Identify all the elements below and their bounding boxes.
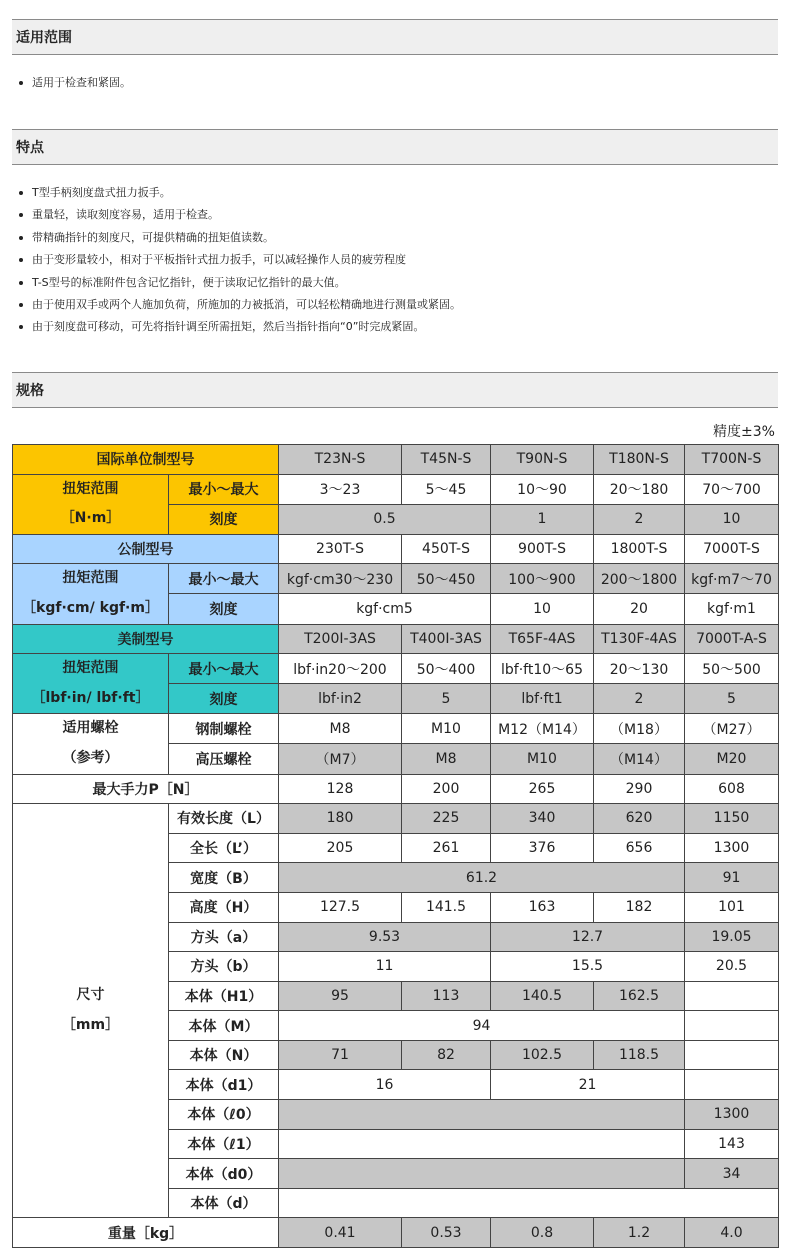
- dim-label: 本体（d）: [169, 1188, 279, 1218]
- value-cell: 50～400: [402, 654, 491, 684]
- value-cell: 94: [279, 1011, 685, 1041]
- value-cell: 1150: [685, 804, 779, 834]
- value-cell: kgf·m1: [685, 594, 779, 624]
- value-cell: （M27）: [685, 714, 779, 744]
- value-cell: M8: [402, 744, 491, 774]
- value-cell: 225: [402, 804, 491, 834]
- value-cell: 12.7: [491, 922, 685, 952]
- list-item: 由于变形量较小，相对于平板指针式扭力扳手，可以减轻操作人员的疲劳程度: [18, 252, 461, 274]
- scale-label: 刻度: [169, 594, 279, 624]
- empty-cell: [279, 1100, 685, 1130]
- model-cell: T45N-S: [402, 445, 491, 475]
- value-cell: 3～23: [279, 474, 402, 504]
- torque-range-label: [13, 564, 169, 624]
- value-cell: 0.8: [491, 1218, 594, 1248]
- table-row: [13, 804, 779, 834]
- table-row: [13, 624, 779, 654]
- value-cell: M10: [402, 714, 491, 744]
- scale-label: 刻度: [169, 684, 279, 714]
- model-cell: T700N-S: [685, 445, 779, 475]
- section-title-text: 特点: [16, 140, 44, 156]
- value-cell: 16: [279, 1070, 491, 1100]
- value-cell: 20.5: [685, 952, 779, 982]
- empty-cell: [685, 1040, 779, 1070]
- empty-cell: [279, 1188, 779, 1218]
- value-cell: 128: [279, 774, 402, 804]
- si-header: 国际单位制型号: [13, 445, 279, 475]
- scope-list: [18, 75, 131, 97]
- value-cell: 1300: [685, 1100, 779, 1130]
- value-cell: 71: [279, 1040, 402, 1070]
- value-cell: M10: [491, 744, 594, 774]
- model-cell: 450T-S: [402, 534, 491, 564]
- value-cell: kgf·m7～70: [685, 564, 779, 594]
- model-cell: T200I-3AS: [279, 624, 402, 654]
- label-line: （参考）: [62, 749, 119, 766]
- value-cell: lbf·ft10～65: [491, 654, 594, 684]
- value-cell: 163: [491, 892, 594, 922]
- dim-label: 本体（d1）: [169, 1070, 279, 1100]
- value-cell: 205: [279, 833, 402, 863]
- value-cell: 100～900: [491, 564, 594, 594]
- dim-label: 方头（a）: [169, 922, 279, 952]
- label-line: 适用螺栓: [62, 720, 119, 737]
- label-line: 扭矩范围: [62, 480, 119, 497]
- empty-cell: [279, 1159, 685, 1189]
- table-row: [13, 1218, 779, 1248]
- dim-label: 本体（ℓ1）: [169, 1129, 279, 1159]
- label-line: 扭矩范围: [62, 660, 119, 677]
- label-line: ［kgf·cm/ kgf·m］: [22, 599, 159, 616]
- value-cell: 11: [279, 952, 491, 982]
- value-cell: 376: [491, 833, 594, 863]
- value-cell: kgf·cm30～230: [279, 564, 402, 594]
- model-cell: T65F-4AS: [491, 624, 594, 654]
- value-cell: 5: [685, 684, 779, 714]
- list-item: T型手柄刻度盘式扭力扳手。: [18, 185, 461, 207]
- hs-bolt-label: 高压螺栓: [169, 744, 279, 774]
- model-cell: 7000T-A-S: [685, 624, 779, 654]
- value-cell: 50～500: [685, 654, 779, 684]
- value-cell: 15.5: [491, 952, 685, 982]
- bolt-label: [13, 714, 169, 774]
- value-cell: 140.5: [491, 981, 594, 1011]
- value-cell: 118.5: [594, 1040, 685, 1070]
- list-item: 由于使用双手或两个人施加负荷，所施加的力被抵消，可以轻松精确地进行测量或紧固。: [18, 297, 461, 319]
- value-cell: 70～700: [685, 474, 779, 504]
- value-cell: 2: [594, 504, 685, 534]
- value-cell: M12（M14）: [491, 714, 594, 744]
- value-cell: 261: [402, 833, 491, 863]
- list-item: 适用于检查和紧固。: [18, 75, 131, 97]
- table-row: [13, 445, 779, 475]
- value-cell: 290: [594, 774, 685, 804]
- value-cell: 10: [685, 504, 779, 534]
- value-cell: 4.0: [685, 1218, 779, 1248]
- label-line: ［N·m］: [60, 510, 121, 527]
- metric-header: 公制型号: [13, 534, 279, 564]
- precision-note: 精度±3%: [713, 424, 775, 440]
- value-cell: 608: [685, 774, 779, 804]
- us-header: 美制型号: [13, 624, 279, 654]
- dim-label: 有效长度（L）: [169, 804, 279, 834]
- value-cell: 9.53: [279, 922, 491, 952]
- empty-cell: [685, 1011, 779, 1041]
- section-title-features: [12, 129, 778, 165]
- value-cell: 200～1800: [594, 564, 685, 594]
- model-cell: T23N-S: [279, 445, 402, 475]
- table-row: [13, 654, 779, 684]
- max-force-label: 最大手力P［N］: [13, 774, 279, 804]
- value-cell: 10～90: [491, 474, 594, 504]
- dim-label: 全长（L’）: [169, 833, 279, 863]
- dim-label: 本体（M）: [169, 1011, 279, 1041]
- value-cell: M8: [279, 714, 402, 744]
- value-cell: 95: [279, 981, 402, 1011]
- value-cell: 143: [685, 1129, 779, 1159]
- dim-label: 本体（d0）: [169, 1159, 279, 1189]
- value-cell: 113: [402, 981, 491, 1011]
- minmax-label: 最小～最大: [169, 474, 279, 504]
- value-cell: 21: [491, 1070, 685, 1100]
- model-cell: T130F-4AS: [594, 624, 685, 654]
- model-cell: 230T-S: [279, 534, 402, 564]
- minmax-label: 最小～最大: [169, 654, 279, 684]
- label-line: ［mm］: [61, 1016, 120, 1033]
- value-cell: 1: [491, 504, 594, 534]
- spec-table: [12, 444, 779, 1248]
- table-row: [13, 714, 779, 744]
- value-cell: 656: [594, 833, 685, 863]
- value-cell: 102.5: [491, 1040, 594, 1070]
- section-title-scope: [12, 19, 778, 55]
- dim-label: 宽度（B）: [169, 863, 279, 893]
- value-cell: （M18）: [594, 714, 685, 744]
- empty-cell: [685, 981, 779, 1011]
- list-item: 重量轻，读取刻度容易，适用于检查。: [18, 207, 461, 229]
- value-cell: lbf·ft1: [491, 684, 594, 714]
- model-cell: T180N-S: [594, 445, 685, 475]
- value-cell: 0.41: [279, 1218, 402, 1248]
- value-cell: （M14）: [594, 744, 685, 774]
- table-row: [13, 564, 779, 594]
- value-cell: 265: [491, 774, 594, 804]
- weight-label: 重量［kg］: [13, 1218, 279, 1248]
- minmax-label: 最小～最大: [169, 564, 279, 594]
- value-cell: 101: [685, 892, 779, 922]
- section-title-text: 规格: [16, 383, 44, 399]
- table-row: [13, 534, 779, 564]
- features-list: [18, 185, 461, 342]
- value-cell: 5～45: [402, 474, 491, 504]
- value-cell: 620: [594, 804, 685, 834]
- value-cell: lbf·in20～200: [279, 654, 402, 684]
- value-cell: 61.2: [279, 863, 685, 893]
- value-cell: 162.5: [594, 981, 685, 1011]
- value-cell: 19.05: [685, 922, 779, 952]
- scale-label: 刻度: [169, 504, 279, 534]
- value-cell: 2: [594, 684, 685, 714]
- dim-label: 本体（N）: [169, 1040, 279, 1070]
- dim-label: 高度（H）: [169, 892, 279, 922]
- dimensions-label: [13, 804, 169, 1218]
- empty-cell: [685, 1070, 779, 1100]
- section-title-specs: [12, 372, 778, 408]
- model-cell: T400I-3AS: [402, 624, 491, 654]
- value-cell: 20～180: [594, 474, 685, 504]
- dim-label: 本体（H1）: [169, 981, 279, 1011]
- value-cell: 20: [594, 594, 685, 624]
- value-cell: （M7）: [279, 744, 402, 774]
- torque-range-label: [13, 474, 169, 534]
- value-cell: lbf·in2: [279, 684, 402, 714]
- value-cell: 200: [402, 774, 491, 804]
- value-cell: 180: [279, 804, 402, 834]
- model-cell: 900T-S: [491, 534, 594, 564]
- label-line: 扭矩范围: [62, 570, 119, 587]
- value-cell: kgf·cm5: [279, 594, 491, 624]
- dim-label: 方头（b）: [169, 952, 279, 982]
- value-cell: 1.2: [594, 1218, 685, 1248]
- value-cell: 50～450: [402, 564, 491, 594]
- model-cell: 7000T-S: [685, 534, 779, 564]
- value-cell: 10: [491, 594, 594, 624]
- torque-range-label: [13, 654, 169, 714]
- model-cell: T90N-S: [491, 445, 594, 475]
- list-item: T-S型号的标准附件包含记忆指针，便于读取记忆指针的最大值。: [18, 275, 461, 297]
- value-cell: 127.5: [279, 892, 402, 922]
- value-cell: 20～130: [594, 654, 685, 684]
- list-item: 由于刻度盘可移动，可先将指针调至所需扭矩，然后当指针指向“0”时完成紧固。: [18, 319, 461, 341]
- section-title-text: 适用范围: [16, 30, 72, 46]
- empty-cell: [279, 1129, 685, 1159]
- value-cell: 141.5: [402, 892, 491, 922]
- steel-bolt-label: 钢制螺栓: [169, 714, 279, 744]
- list-item: 带精确指针的刻度尺，可提供精确的扭矩值读数。: [18, 230, 461, 252]
- value-cell: 0.53: [402, 1218, 491, 1248]
- value-cell: 82: [402, 1040, 491, 1070]
- value-cell: 5: [402, 684, 491, 714]
- model-cell: 1800T-S: [594, 534, 685, 564]
- value-cell: 0.5: [279, 504, 491, 534]
- label-line: 尺寸: [76, 987, 105, 1004]
- value-cell: 1300: [685, 833, 779, 863]
- table-row: [13, 474, 779, 504]
- value-cell: 34: [685, 1159, 779, 1189]
- label-line: ［lbf·in/ lbf·ft］: [31, 689, 150, 706]
- value-cell: 91: [685, 863, 779, 893]
- value-cell: M20: [685, 744, 779, 774]
- value-cell: 182: [594, 892, 685, 922]
- dim-label: 本体（ℓ0）: [169, 1100, 279, 1130]
- value-cell: 340: [491, 804, 594, 834]
- table-row: [13, 774, 779, 804]
